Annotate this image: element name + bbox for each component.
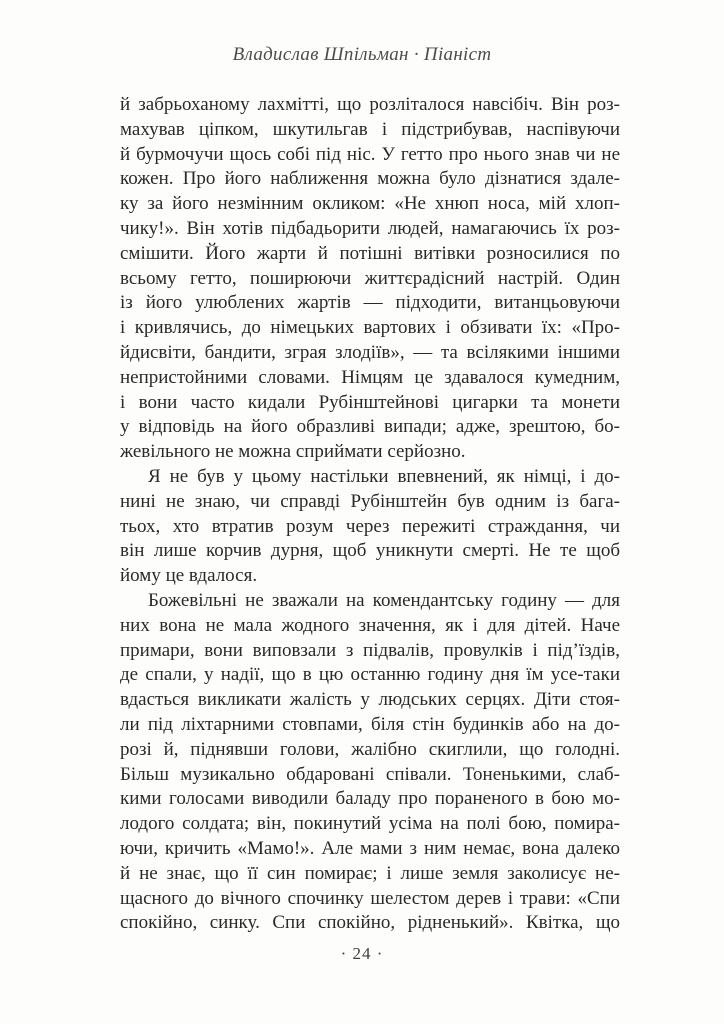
text-line: спокійно, синку. Спи спокійно, рідненький». Квітка, що bbox=[120, 912, 620, 934]
text-line: Я не був у цьому настільки впевнений, як німці, і до- bbox=[148, 465, 620, 487]
text-line: щасного до вічного спочинку шелестом дерев і трави: «Спи bbox=[120, 887, 620, 909]
text-line: й не знає, що її син помирає; і лише земля заколисує не- bbox=[120, 862, 620, 884]
text-line: жевільного не можна сприймати серйозно. bbox=[120, 441, 466, 463]
text-line: кожен. Про його наближення можна було дізнатися здале- bbox=[120, 168, 620, 190]
text-line: лодого солдата; він, покинутий усіма на полі бою, помира- bbox=[120, 813, 620, 835]
text-line: Божевільні не зважали на комендантську годину — для bbox=[148, 589, 620, 611]
text-line: і кривлячись, до німецьких вартових і обзивати їх: «Про- bbox=[120, 317, 620, 339]
text-line: й забрьоханому лахмітті, що розліталося навсібіч. Він роз- bbox=[120, 94, 620, 115]
paragraph bbox=[120, 589, 620, 936]
paragraph bbox=[120, 93, 620, 465]
text-line: тьох, хто втратив розум через пережиті страждання, чи bbox=[120, 515, 620, 537]
running-header: Владислав Шпільман · Піаніст bbox=[232, 44, 492, 65]
text-line: він лише корчив дурня, щоб уникнути смерті. Не те щоб bbox=[120, 540, 620, 562]
text-line: і вони часто кидали Рубінштейнові цигарки та монети bbox=[120, 391, 620, 413]
text-line: чику!». Він хотів підбадьорити людей, намагаючись їх роз- bbox=[120, 217, 620, 239]
text-line: Більш музикально обдаровані співали. Тоненькими, слаб- bbox=[120, 763, 620, 785]
page-number: · 24 · bbox=[340, 944, 384, 963]
text-line: йому це вдалося. bbox=[120, 565, 258, 587]
text-line: ку за його незмінним окликом: «Не хнюп носа, мій хлоп- bbox=[120, 193, 620, 215]
text-line: йдисвіти, бандити, зграя злодіїв», — та всілякими іншими bbox=[120, 341, 620, 363]
text-line: махував ціпком, шкутильгав і підстрибував, наспівуючи bbox=[120, 118, 620, 140]
text-line: ючи, кричить «Мамо!». Але мами з ним немає, вона далеко bbox=[120, 837, 620, 859]
text-line: всьому гетто, поширюючи життєрадісний настрій. Один bbox=[120, 267, 620, 289]
text-line: примари, вони виповзали з підвалів, провулків і під’їздів, bbox=[120, 639, 620, 661]
text-line: кими голосами виводили баладу про пораненого в бою мо- bbox=[120, 788, 620, 810]
text-line: де спали, у надії, що в цю останню годину дня їм усе-таки bbox=[120, 664, 620, 686]
text-line: розі й, піднявши голови, жалібно скиглили, що голодні. bbox=[120, 738, 620, 760]
text-line: непристойними словами. Німцям це здавалося кумедним, bbox=[120, 366, 620, 388]
text-line: вдасться викликати жалість у людських серцях. Діти стоя- bbox=[120, 689, 620, 711]
text-line: смішити. Його жарти й потішні витівки розносилися по bbox=[120, 242, 620, 264]
text-line: із його улюблених жартів — підходити, витанцьовуючи bbox=[120, 292, 620, 314]
text-line: нині не знаю, чи справді Рубінштейн був одним із бага- bbox=[120, 490, 620, 512]
paragraph bbox=[120, 465, 620, 589]
text-line: ли під ліхтарними стовпами, біля стін будинків або на до- bbox=[120, 713, 620, 735]
text-line: й бурмочучи щось собі під ніс. У гетто про нього знав чи не bbox=[120, 143, 620, 165]
text-line: у відповідь на його образливі випади; адже, зрештою, бо- bbox=[120, 416, 620, 438]
body-text bbox=[120, 93, 620, 936]
text-line: них вона не мала жодного значення, як і для дітей. Наче bbox=[120, 614, 620, 636]
